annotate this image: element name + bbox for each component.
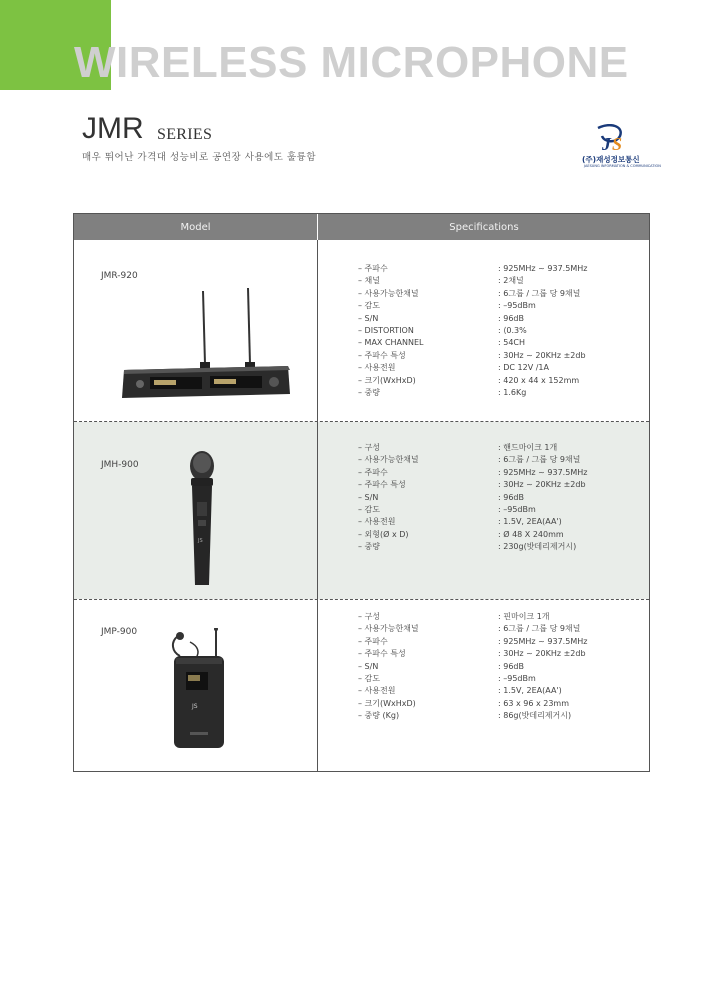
spec-label: – 감도 (358, 504, 380, 514)
page-title: WIRELESS MICROPHONE (74, 38, 629, 87)
spec-label: – 중량 (358, 387, 380, 397)
spec-value: : 30Hz ~ 20KHz ±2db (498, 649, 586, 659)
spec-value: : –95dBm (498, 673, 536, 683)
model-name: JMP-900 (101, 627, 138, 637)
table-header (74, 214, 649, 240)
spec-label: – 채널 (358, 276, 380, 286)
svg-text:JS: JS (198, 538, 203, 544)
spec-label: – 주파수 (358, 264, 388, 273)
spec-label: – 중량 (Kg) (358, 711, 400, 721)
spec-item (358, 337, 658, 349)
spec-item (358, 529, 658, 541)
spec-value: : 30Hz ~ 20KHz ±2db (498, 350, 586, 360)
spec-item (358, 362, 658, 374)
spec-value: : 6그룹 / 그룹 당 9채널 (498, 455, 581, 465)
spec-label: – 사용가능한채널 (358, 288, 419, 298)
svg-text:JS: JS (192, 703, 198, 710)
receiver-image (114, 286, 294, 411)
spec-value: : 86g(밧데리제거시) (498, 711, 572, 721)
spec-table (73, 213, 650, 772)
spec-item (358, 263, 658, 275)
spec-label: – 주파수 특성 (358, 480, 406, 490)
spec-item (358, 611, 658, 623)
table-row (74, 600, 649, 772)
spec-label: – 사용전원 (358, 517, 396, 527)
model-name: JMH-900 (101, 460, 139, 470)
spec-item (358, 387, 658, 399)
spec-label: – 크기(WxHxD) (358, 698, 416, 708)
spec-label: – MAX CHANNEL (358, 338, 424, 348)
spec-value: : 6그룹 / 그룹 당 9채널 (498, 624, 581, 634)
spec-value: : 96dB (498, 661, 524, 671)
spec-column-header: Specifications (449, 222, 519, 233)
spec-item (358, 350, 658, 362)
spec-value: : 핸드마이크 1개 (498, 443, 558, 452)
spec-list (358, 263, 658, 399)
spec-value: : –95dBm (498, 301, 536, 311)
spec-label: – 중량 (358, 542, 380, 552)
spec-item (358, 541, 658, 553)
bodypack-transmitter-image (170, 628, 230, 758)
spec-label: – 주파수 (358, 467, 388, 477)
spec-item (358, 698, 658, 710)
spec-label: – 주파수 (358, 636, 388, 646)
spec-item (358, 454, 658, 466)
spec-value: : 1.5V, 2EA(AA') (498, 686, 562, 696)
series-label: SERIES (157, 126, 213, 143)
model-column-header: Model (180, 222, 211, 233)
spec-item (358, 504, 658, 516)
spec-label: – 사용전원 (358, 686, 396, 696)
table-row (74, 422, 649, 599)
spec-value: : 30Hz ~ 20KHz ±2db (498, 480, 586, 490)
column-divider (317, 240, 318, 772)
spec-item (358, 467, 658, 479)
spec-value: : 420 x 44 x 152mm (498, 375, 580, 385)
spec-value: : 1.6Kg (498, 387, 527, 397)
spec-label: – 사용가능한채널 (358, 624, 419, 634)
spec-label: – 사용가능한채널 (358, 455, 419, 465)
spec-value: : 230g(밧데리제거시) (498, 542, 577, 552)
spec-item (358, 516, 658, 528)
spec-label: – S/N (358, 313, 379, 323)
spec-value: : 핀마이크 1개 (498, 612, 550, 621)
spec-item (358, 325, 658, 337)
spec-label: – 외형(Ø x D) (358, 529, 409, 539)
model-name: JMR-920 (101, 271, 138, 281)
spec-item (358, 300, 658, 312)
spec-label: – 감도 (358, 673, 380, 683)
svg-text:J: J (602, 134, 611, 154)
spec-list (358, 611, 658, 723)
spec-item (358, 648, 658, 660)
tagline: 매우 뛰어난 가격대 성능비로 공연장 사용에도 훌륭함 (82, 152, 317, 163)
spec-item (358, 275, 658, 287)
spec-value: : Ø 48 X 240mm (498, 529, 564, 539)
spec-value: : 63 x 96 x 23mm (498, 698, 570, 708)
spec-item (358, 673, 658, 685)
spec-label: – S/N (358, 661, 379, 671)
spec-label: – 주파수 특성 (358, 649, 406, 659)
svg-text:S: S (612, 134, 623, 154)
spec-label: – 감도 (358, 301, 380, 311)
spec-value: : DC 12V /1A (498, 363, 549, 373)
spec-item (358, 375, 658, 387)
spec-label: – 사용전원 (358, 363, 396, 373)
spec-item (358, 661, 658, 673)
series-name: JMR (82, 112, 144, 145)
spec-item (358, 313, 658, 325)
spec-item (358, 442, 658, 454)
spec-value: : 925MHz ~ 937.5MHz (498, 467, 588, 477)
spec-label: – 크기(WxHxD) (358, 375, 416, 385)
spec-label: – 구성 (358, 612, 380, 621)
spec-value: : 925MHz ~ 937.5MHz (498, 636, 588, 646)
company-name: (주)재성정보통신 (582, 155, 640, 164)
spec-label: – DISTORTION (358, 325, 414, 335)
spec-value: : 925MHz ~ 937.5MHz (498, 264, 588, 273)
spec-value: : 6그룹 / 그룹 당 9채널 (498, 288, 581, 298)
spec-item (358, 636, 658, 648)
spec-value: : –95dBm (498, 504, 536, 514)
spec-item (358, 685, 658, 697)
handheld-mic-image (184, 450, 224, 590)
spec-value: : 96dB (498, 313, 524, 323)
company-name-en: JAESUNG INFORMATION & COMMUNICATION (584, 164, 661, 168)
spec-label: – 주파수 특성 (358, 350, 406, 360)
spec-value: : 96dB (498, 492, 524, 502)
spec-value: : 2채널 (498, 276, 524, 286)
spec-item (358, 623, 658, 635)
spec-label: – S/N (358, 492, 379, 502)
spec-item (358, 479, 658, 491)
spec-label: – 구성 (358, 443, 380, 452)
spec-item (358, 288, 658, 300)
spec-value: : 54CH (498, 338, 526, 348)
spec-value: : 1.5V, 2EA(AA') (498, 517, 562, 527)
table-row (74, 240, 649, 421)
spec-value: : ⟨0.3% (498, 325, 527, 335)
spec-list (358, 442, 658, 554)
spec-item (358, 710, 658, 722)
spec-item (358, 492, 658, 504)
